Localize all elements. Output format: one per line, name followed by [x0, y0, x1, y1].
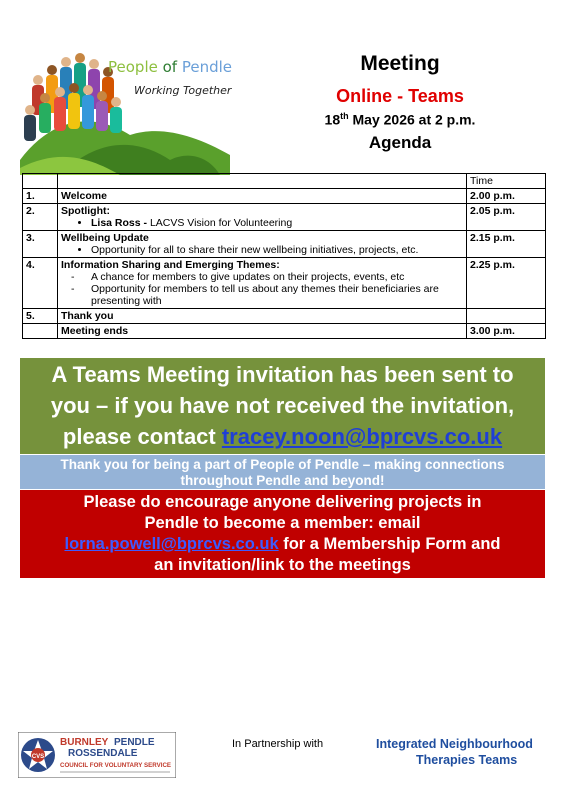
- list-item: - A chance for members to give updates on their projects, events, etc: [91, 271, 463, 283]
- list-item: • Opportunity for all to share their new wellbeing initiatives, projects, etc.: [91, 244, 463, 256]
- banner-line: A Teams Meeting invitation has been sent to: [51, 362, 514, 387]
- partnership-text: In Partnership with: [232, 738, 324, 750]
- item-details: [58, 258, 467, 309]
- banner-line: Thank you for being a part of People of Pendle – making connections: [60, 457, 505, 472]
- banner-text: please contact: [62, 424, 222, 449]
- item-time: 2.25 p.m.: [467, 258, 546, 309]
- integrated-neighbourhood-line2: Therapies Teams: [416, 753, 518, 767]
- item-details: [58, 231, 467, 258]
- item-time: [467, 309, 546, 324]
- list-item: [91, 217, 463, 229]
- table-row: [23, 204, 546, 231]
- date-rest: May 2026 at 2 p.m.: [348, 111, 476, 128]
- meeting-heading: Meeting: [360, 52, 440, 75]
- cvs-council: COUNCIL FOR VOLUNTARY SERVICE: [60, 762, 172, 769]
- date-suffix: th: [340, 111, 349, 121]
- table-header-row: [23, 174, 546, 189]
- item-number: 2.: [23, 204, 58, 231]
- bullet-text: LACVS Vision for Volunteering: [149, 217, 293, 229]
- item-time: 2.15 p.m.: [467, 231, 546, 258]
- logo-subtitle: Working Together: [134, 84, 232, 97]
- online-teams-heading: Online - Teams: [336, 86, 464, 106]
- tracey-email-link[interactable]: tracey.noon@bprcvs.co.uk: [221, 424, 503, 449]
- lorna-email-link[interactable]: lorna.powell@bprcvs.co.uk: [64, 535, 279, 553]
- item-number: 4.: [23, 258, 58, 309]
- item-time: 3.00 p.m.: [467, 324, 546, 339]
- teams-invitation-banner: [20, 358, 545, 454]
- item-title: Meeting ends: [58, 324, 467, 339]
- bpr-cvs-logo: [18, 732, 176, 778]
- item-title: Thank you: [58, 309, 467, 324]
- item-title: Welcome: [58, 189, 467, 204]
- logo-title-of: of: [162, 58, 178, 76]
- banner-line: throughout Pendle and beyond!: [180, 473, 385, 488]
- table-row: [23, 258, 546, 309]
- item-number: 3.: [23, 231, 58, 258]
- cvs-pendle: PENDLE: [114, 737, 155, 748]
- banner-line: [20, 534, 545, 555]
- banner-line: Please do encourage anyone delivering projects in: [83, 493, 482, 511]
- thank-you-banner: [20, 455, 545, 489]
- cvs-rossendale: ROSSENDALE: [68, 748, 138, 759]
- time-header: Time: [467, 174, 546, 189]
- logo-title-people: People: [108, 58, 158, 76]
- banner-line: [20, 421, 545, 452]
- logo-title: [108, 58, 232, 76]
- cvs-badge-text: CVS: [31, 754, 45, 760]
- item-number: [23, 324, 58, 339]
- list-item: - Opportunity for members to tell us about any themes their beneficiaries are presenting with: [91, 283, 463, 307]
- table-row: [23, 189, 546, 204]
- table-row: [23, 324, 546, 339]
- logo-title-pendle: Pendle: [181, 58, 233, 76]
- banner-text: for a Membership Form and: [278, 535, 501, 553]
- membership-banner: [20, 490, 545, 578]
- item-number: 1.: [23, 189, 58, 204]
- item-title: Spotlight:: [61, 205, 110, 217]
- item-number: 5.: [23, 309, 58, 324]
- banner-line: Pendle to become a member: email: [144, 514, 421, 532]
- banner-line: you – if you have not received the invitation,: [50, 393, 515, 418]
- cvs-burnley: BURNLEY: [60, 737, 109, 748]
- banner-line: an invitation/link to the meetings: [154, 556, 411, 574]
- date-day: 18: [324, 111, 341, 128]
- speaker-name: Lisa Ross -: [91, 217, 150, 229]
- item-title: Wellbeing Update: [61, 232, 149, 244]
- table-cell: [58, 174, 467, 189]
- agenda-heading: Agenda: [368, 133, 432, 152]
- item-time: 2.05 p.m.: [467, 204, 546, 231]
- item-details: [58, 204, 467, 231]
- integrated-neighbourhood-line1: Integrated Neighbourhood: [376, 737, 533, 751]
- agenda-table: [22, 173, 546, 339]
- meeting-date: [290, 111, 510, 128]
- item-time: 2.00 p.m.: [467, 189, 546, 204]
- table-cell: [23, 174, 58, 189]
- table-row: [23, 231, 546, 258]
- item-title: Information Sharing and Emerging Themes:: [61, 259, 280, 271]
- table-row: [23, 309, 546, 324]
